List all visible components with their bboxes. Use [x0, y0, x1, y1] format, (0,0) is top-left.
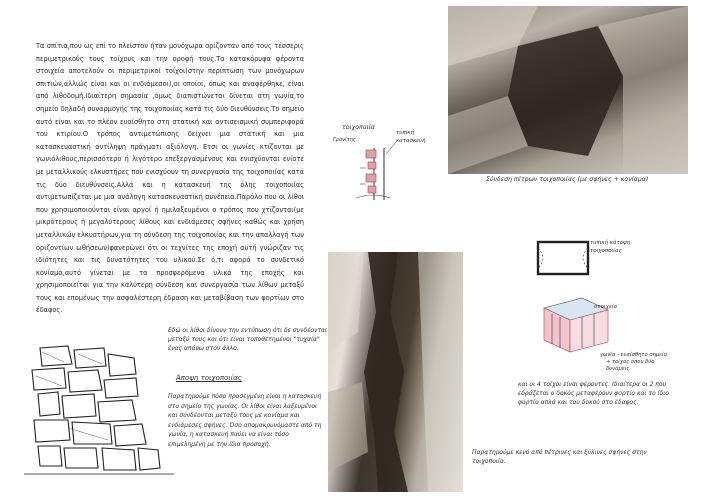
section-label-right-2: κατασκευή [396, 138, 426, 144]
iso-label-stone: στοιχείο [594, 304, 618, 310]
right-note: και οι 4 τοίχοι είναι φέροντες. Ιδιαίτερα οι 2 που εδράζεται ο δοκός μεταφέρουν φορτίο και το ίδιο φορτίο απλά και του δοκού στο έδαφος. [518, 381, 669, 407]
wall-gap-photo [328, 252, 463, 492]
iso-label-corner-3: δυνάμεις [606, 366, 630, 372]
plan-label-2: τοιχοποιίας [590, 248, 622, 254]
wall-section-sketch [330, 128, 430, 202]
top-photo-caption: Σύνδεση πέτρων τοιχοποιίας (με σφήνες + κονίαμα) [486, 176, 649, 183]
middle-photo-caption: Παρατηρούμε κενό από πέτρινες και ξύλινες σφήνες στην τοιχοποιία. [472, 449, 647, 465]
plan-label-1: τυπική κάτοψη [590, 240, 630, 246]
stone-title: Άποψη τοιχοποιίας [176, 374, 242, 382]
stone-body: Παρατηρούμε πόσο προσεγμένη είναι η κατασκευή στο σημείο της γωνίας. Οι λίθοι είναι λαξευμένοι και συνδέονται μεταξύ τους με κονίαμα και ενδιάμεσες σφήνες. Όσο απομακρυνόμαστε από τη γωνία, η κατασκευή παύει να είναι τόσο επιμελημένη με την ίδια προσοχή. [168, 393, 322, 448]
corner-stone-photo [448, 6, 688, 174]
section-label-left: Γρανίτης [333, 137, 356, 143]
stone-note: Εδώ οι λίθοι δίνουν την εντύπωση ότι δε συνδέονται μεταξύ τους και ότι είναι τοποθετημένοι "τυχαία" ένας απάνω στον άλλο. [168, 327, 328, 352]
iso-label-corner-2: + τοίχος όπου δύο [606, 359, 655, 365]
iso-label-corner-1: γωνία - ευαίσθητο σημείο [600, 352, 667, 358]
main-text: Τα σπίτια,που ως επί το πλείστον ήταν μονόχωρα ορίζονταν από τους τέσσερις περιμετρικούς τους τοίχους και την οροφή τους.Τα κατακόρυφα φέροντα στοιχεία αποτελούν οι περιμετρικοί τοίχοι(στην περίπτωση των μονόχωρων σπιτιών,αλλιώς είναι και οι ενδιάμεσοι),οι οποίοι, όπως και αναφέρθηκε, είναι από λιθοδομή.Ιδιαίτερη σημασία ,όμως διαπιστώνεται δίνεται στη γωνία,το σημείο δηλαδή συναρμογής της τοιχοποιίας κατά τις δύο διευθύνσεις.Το σημείο αυτό είναι και το πλέον ευαίσθητο στη στατική και αντισεισμική συμπεριφορά του κτιρίου.Ο τρόπος αντιμετώπισης δείχνει μια στατική και μια κατασκευαστική αντίληψη πράγματι αξιόλογη. Ετσι οι γωνίες κτίζονται με γωνιόλιθους,περισσότερο ή λιγότερο επεξεργασμένους και ενισχύονται ενίοτε με μεταλλικούς ελκυστήρες που ενισχύουν τη συνεργασία της τοιχοποιίας κατά τις δύο διευθύνσεις.Αλλά και η κατασκευή της όλης τοιχοποιίας αντιμετωπίζεται με μια ανάλογη κατασκευαστική συνέπεια.Παρόλο που οι λίθοι που χρησιμοποιούνται είναι αργοί ή ημιλαξευμένοι ο τρόπος που χτίζονται(με μικρότερους ή μεγαλύτερους λίθους και ενδιάμεσες σφήνες καθώς και χρήση μεταλλικών ελκυστήρων,για τη σύνδεση της τοιχοποιίας και την απαλλαγή των οριζοντίων ωθήσεων)φανερώνει ότι οι τεχνίτες της εποχή αυτή γνώριζαν τις ιδιότητες και τις δυνατότητες του υλικού.Σε ό,τι αφορά το συνδετικό κονίαμα,αυτό γίνεται με τα προσφερόμενα υλικά της εποχής και χρησιμοποιείται για την καλύτερη σύνδεση και συνεργασία των λίθων μεταξύ τους και επομένως την ασφαλέστερη έδραση και μεταβίβαση των φορτίων στο έδαφος. [36, 42, 304, 315]
section-label-right-1: τυπική [396, 130, 415, 136]
stone-wall-sketch [24, 340, 174, 480]
section-label-top: τοιχοποιία [342, 124, 375, 131]
